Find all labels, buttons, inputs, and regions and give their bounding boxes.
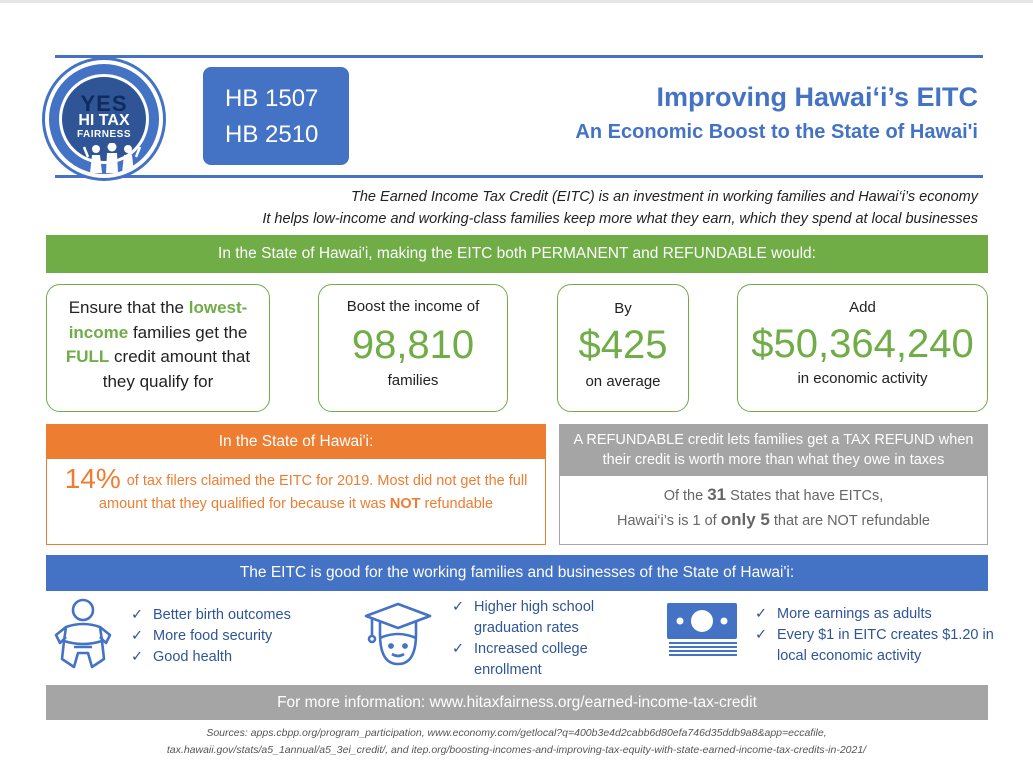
sources-line-1: Sources: apps.cbpp.org/program_participation, www.economy.com/getlocal?q=400b3e4d2cabb6d80efa746d35ddb9a8&app=eccafile, (206, 727, 827, 739)
logo-hitax-text: HI TAX (78, 112, 130, 129)
states-count: 31 (707, 485, 727, 504)
blue-banner: The EITC is good for the working families and businesses of the State of Hawai'i: (46, 555, 988, 591)
list-item: ✓ Increased college enrollment (452, 639, 642, 681)
top-strip (0, 0, 1033, 3)
gray-l1-a: Of the (663, 488, 708, 504)
gray-box-header: A REFUNDABLE credit lets families get a TAX REFUND when their credit is worth more than what they owe in taxes (559, 424, 988, 476)
baby-icon (52, 597, 114, 673)
card-average-value: $425 (578, 323, 668, 367)
card-full-credit (46, 284, 270, 412)
c1-highlight: lowest-income (68, 298, 248, 342)
graduate-icon (362, 600, 434, 670)
list-item: ✓ Good health (131, 647, 291, 668)
header-rule-bottom (55, 175, 983, 178)
card-full-credit-text (47, 285, 269, 394)
list-item: ✓ Higher high school graduation rates (452, 597, 642, 639)
gray-l2-b: that are NOT refundable (769, 513, 930, 529)
economy-benefits-list (755, 604, 995, 667)
bill-1: HB 1507 (225, 85, 319, 112)
list-item: ✓ Better birth outcomes (131, 605, 291, 626)
card-families-unit: families (387, 372, 439, 389)
money-icon (665, 601, 741, 657)
gray-line-1 (560, 483, 987, 508)
list-item: ✓ Every $1 in EITC creates $1.20 in local economic activity (755, 625, 995, 667)
nonrefundable-count: only 5 (720, 510, 770, 529)
bill-numbers-box (203, 67, 349, 165)
logo-inner-circle (59, 74, 149, 164)
card-average (557, 284, 689, 412)
header-rule-top (55, 55, 983, 58)
card-families-label: Boost the income of (346, 298, 480, 315)
intro-line-2: It helps low-income and working-class families keep more what they earn, which they spend at local businesses (262, 211, 978, 227)
card-average-unit: on average (585, 373, 661, 390)
education-benefits-list (452, 597, 642, 681)
sources-line-2: tax.hawaii.gov/stats/a5_1annual/a5_3ei_credit/, and itep.org/boosting-incomes-and-improving-tax-equity-with-state-earned-income-tax-credits-in-2021/ (166, 744, 867, 756)
card-economic-activity (737, 284, 988, 412)
card-families-value: 98,810 (351, 323, 475, 367)
page-subtitle: An Economic Boost to the State of Hawai'i (575, 121, 978, 143)
gray-line-2 (560, 508, 987, 533)
family-figures-icon (82, 143, 142, 173)
green-banner: In the State of Hawai'i, making the EITC both PERMANENT and REFUNDABLE would: (46, 235, 988, 273)
gray-l2-a: Hawai‘i’s is 1 of (617, 513, 721, 529)
intro-text (262, 186, 978, 230)
logo-fairness-text: FAIRNESS (76, 129, 131, 140)
card-activity-value: $50,364,240 (751, 322, 974, 366)
c1-highlight-full: FULL (65, 347, 110, 366)
orange-text-a: of tax filers claimed the EITC for 2019. Most did not get the full amount that they qualified for because it was (98, 473, 528, 512)
sources (60, 725, 973, 759)
list-item: ✓ More earnings as adults (755, 604, 995, 625)
orange-text-bold: NOT (389, 496, 421, 512)
orange-box-header: In the State of Hawai'i: (46, 424, 546, 459)
bill-2: HB 2510 (225, 121, 319, 148)
c1-mid: families get the (128, 322, 248, 342)
orange-box-body (46, 459, 546, 545)
yes-hi-tax-fairness-logo (45, 60, 163, 178)
list-item: ✓ More food security (131, 626, 291, 647)
c1-pre: Ensure that the (68, 298, 189, 317)
intro-line-1: The Earned Income Tax Credit (EITC) is an investment in working families and Hawai‘i’s economy (351, 189, 978, 205)
c1-post: credit amount that they qualify for (102, 347, 251, 391)
logo-yes-text: YES (80, 91, 128, 116)
filer-percentage: 14% (64, 463, 121, 494)
card-families (318, 284, 508, 412)
card-average-label: By (614, 300, 632, 317)
orange-text-b: refundable (420, 496, 494, 512)
card-activity-label: Add (849, 299, 876, 316)
health-benefits-list (131, 605, 291, 668)
more-info-banner: For more information: www.hitaxfairness.org/earned-income-tax-credit (46, 685, 988, 720)
gray-l1-b: States that have EITCs, (726, 488, 884, 504)
page-title: Improving Hawai‘i’s EITC (656, 82, 978, 112)
gray-box-body (559, 476, 988, 545)
card-activity-unit: in economic activity (797, 370, 928, 387)
